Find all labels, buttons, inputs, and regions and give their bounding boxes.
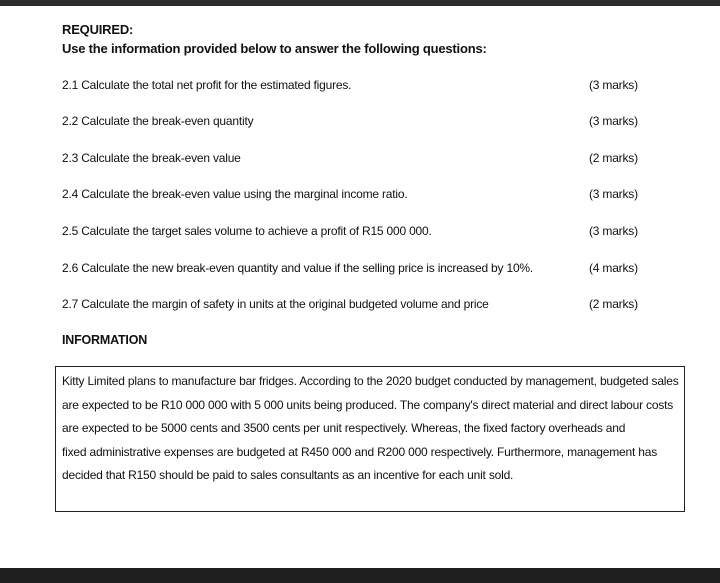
question-text: 2.1 Calculate the total net profit for the estimated figures.	[62, 78, 352, 92]
information-line: are expected to be R10 000 000 with 5 000 units being produced. The company's direct material and direct labour costs	[62, 397, 674, 412]
information-line: decided that R150 should be paid to sales consultants as an incentive for each unit sold.	[62, 468, 514, 482]
information-box	[55, 366, 685, 512]
information-line: fixed administrative expenses are budgeted at R450 000 and R200 000 respectively. Furthermore, management has	[62, 444, 658, 459]
instruction-heading: Use the information provided below to answer the following questions:	[62, 41, 487, 56]
question-marks: (3 marks)	[589, 187, 638, 201]
question-text: 2.3 Calculate the break-even value	[62, 151, 241, 165]
question-marks: (4 marks)	[589, 261, 638, 275]
question-text: 2.2 Calculate the break-even quantity	[62, 114, 254, 128]
question-marks: (2 marks)	[589, 297, 638, 311]
question-text: 2.5 Calculate the target sales volume to achieve a profit of R15 000 000.	[62, 224, 432, 238]
question-marks: (2 marks)	[589, 151, 638, 165]
question-marks: (3 marks)	[589, 114, 638, 128]
top-frame-bar	[0, 0, 720, 6]
question-text: 2.6 Calculate the new break-even quantity and value if the selling price is increased by 10%.	[62, 261, 534, 275]
bottom-frame-bar	[0, 568, 720, 583]
information-line: Kitty Limited plans to manufacture bar fridges. According to the 2020 budget conducted by management, budgeted sales	[62, 374, 679, 388]
information-text	[62, 370, 682, 488]
question-marks: (3 marks)	[589, 224, 638, 238]
information-line: are expected to be 5000 cents and 3500 cents per unit respectively. Whereas, the fixed factory overheads and	[62, 421, 626, 435]
question-text: 2.7 Calculate the margin of safety in units at the original budgeted volume and price	[62, 297, 489, 311]
question-text: 2.4 Calculate the break-even value using the marginal income ratio.	[62, 187, 408, 201]
information-heading: INFORMATION	[62, 333, 148, 347]
required-heading: REQUIRED:	[62, 22, 134, 37]
question-marks: (3 marks)	[589, 78, 638, 92]
